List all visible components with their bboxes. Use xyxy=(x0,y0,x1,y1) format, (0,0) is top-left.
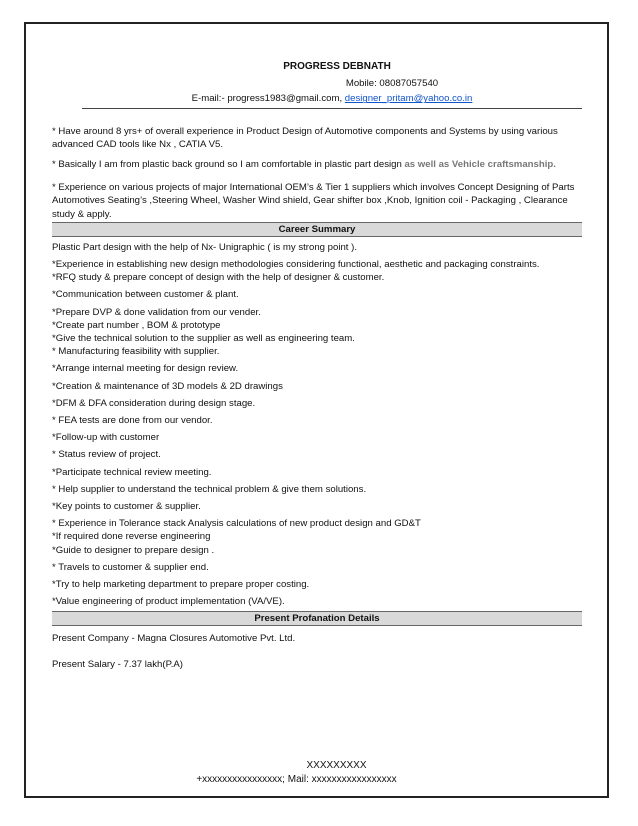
career-item-line: *Try to help marketing department to prepare proper costing. xyxy=(52,579,310,591)
career-item-line: *Key points to customer & supplier. xyxy=(52,501,201,513)
career-item xyxy=(52,380,582,393)
career-item xyxy=(52,561,582,574)
career-item xyxy=(52,258,582,284)
career-item-line: *Value engineering of product implementation (VA/VE). xyxy=(52,596,285,608)
career-item xyxy=(52,288,582,301)
career-item-line: *If required done reverse engineering xyxy=(52,531,211,543)
career-item-line: * Status review of project. xyxy=(52,449,161,461)
career-item xyxy=(52,578,582,591)
career-item-line: *Participate technical review meeting. xyxy=(52,466,212,478)
career-item-line: * Experience in Tolerance stack Analysis calculations of new product design and GD&T xyxy=(52,518,421,530)
career-summary-list xyxy=(52,241,582,609)
email-line xyxy=(82,92,582,108)
career-item-line: Plastic Part design with the help of Nx- Unigraphic ( is my strong point ). xyxy=(52,241,357,253)
resume-body xyxy=(52,60,582,671)
career-item xyxy=(52,517,582,557)
career-item-line: *DFM & DFA consideration during design stage. xyxy=(52,397,256,409)
summary-point-1: * Have around 8 yrs+ of overall experience in Product Design of Automotive components and Systems by using various advanced CAD tools like Nx , CATIA V5. xyxy=(52,125,558,150)
present-details-heading: Present Profanation Details xyxy=(52,611,582,626)
career-item-line: *Prepare DVP & done validation from our vender. xyxy=(52,306,261,318)
career-item xyxy=(52,466,582,479)
career-item-line: *Follow-up with customer xyxy=(52,432,160,444)
summary-highlight: as well as Vehicle craftsmanship. xyxy=(404,159,556,171)
career-item xyxy=(52,483,582,496)
email-primary: E-mail:- progress1983@gmail.com, xyxy=(191,93,345,105)
career-summary-heading: Career Summary xyxy=(52,222,582,237)
career-item-line: * Help supplier to understand the technical problem & give them solutions. xyxy=(52,483,367,495)
summary-point-3: * Experience on various projects of major International OEM’s & Tier 1 suppliers which involves Concept Designing of Parts Automotives Seating’s ,Steering Wheel, Washer Wind shield, Gear shifter box ,Knob, Ignition coil - Packaging , Clearance study & apply. xyxy=(52,182,575,220)
career-item-line: * FEA tests are done from our vendor. xyxy=(52,415,213,427)
career-item-line: *RFQ study & prepare concept of design with the help of designer & customer. xyxy=(52,272,385,284)
present-company: Present Company - Magna Closures Automotive Pvt. Ltd. xyxy=(52,632,296,644)
career-item xyxy=(52,397,582,410)
career-item-line: *Give the technical solution to the supplier as well as engineering team. xyxy=(52,333,355,345)
career-item xyxy=(52,306,582,359)
career-item-line: * Manufacturing feasibility with supplier. xyxy=(52,346,220,358)
career-item xyxy=(52,431,582,444)
career-item-line: *Experience in establishing new design methodologies considering functional, aesthetic and packaging constraints. xyxy=(52,259,540,271)
career-item xyxy=(52,595,582,608)
career-item xyxy=(52,414,582,427)
career-item-line: *Communication between customer & plant. xyxy=(52,289,239,301)
career-item xyxy=(52,448,582,461)
career-item xyxy=(52,362,582,375)
career-item-line: *Arrange internal meeting for design review. xyxy=(52,363,239,375)
mobile-number: Mobile: 08087057540 xyxy=(345,78,439,90)
career-item-line: *Guide to designer to prepare design . xyxy=(52,544,215,556)
career-item-line: *Creation & maintenance of 3D models & 2D drawings xyxy=(52,380,283,392)
email-link[interactable]: designer_pritam@yahoo.co.in xyxy=(344,93,473,105)
summary-point-2 xyxy=(52,158,582,171)
career-item-line: *Create part number , BOM & prototype xyxy=(52,319,221,331)
career-item xyxy=(52,241,582,254)
summary-point-2-text: * Basically I am from plastic back ground so I am comfortable in plastic part design xyxy=(52,159,405,171)
footer-name: XXXXXXXXX xyxy=(306,760,367,771)
present-salary: Present Salary - 7.37 lakh(P.A) xyxy=(52,658,183,670)
footer-contact: +xxxxxxxxxxxxxxxx; Mail: xxxxxxxxxxxxxxxxx xyxy=(196,774,397,785)
career-item-line: * Travels to customer & supplier end. xyxy=(52,561,209,573)
career-item xyxy=(52,500,582,513)
candidate-name: PROGRESS DEBNATH xyxy=(283,61,391,72)
